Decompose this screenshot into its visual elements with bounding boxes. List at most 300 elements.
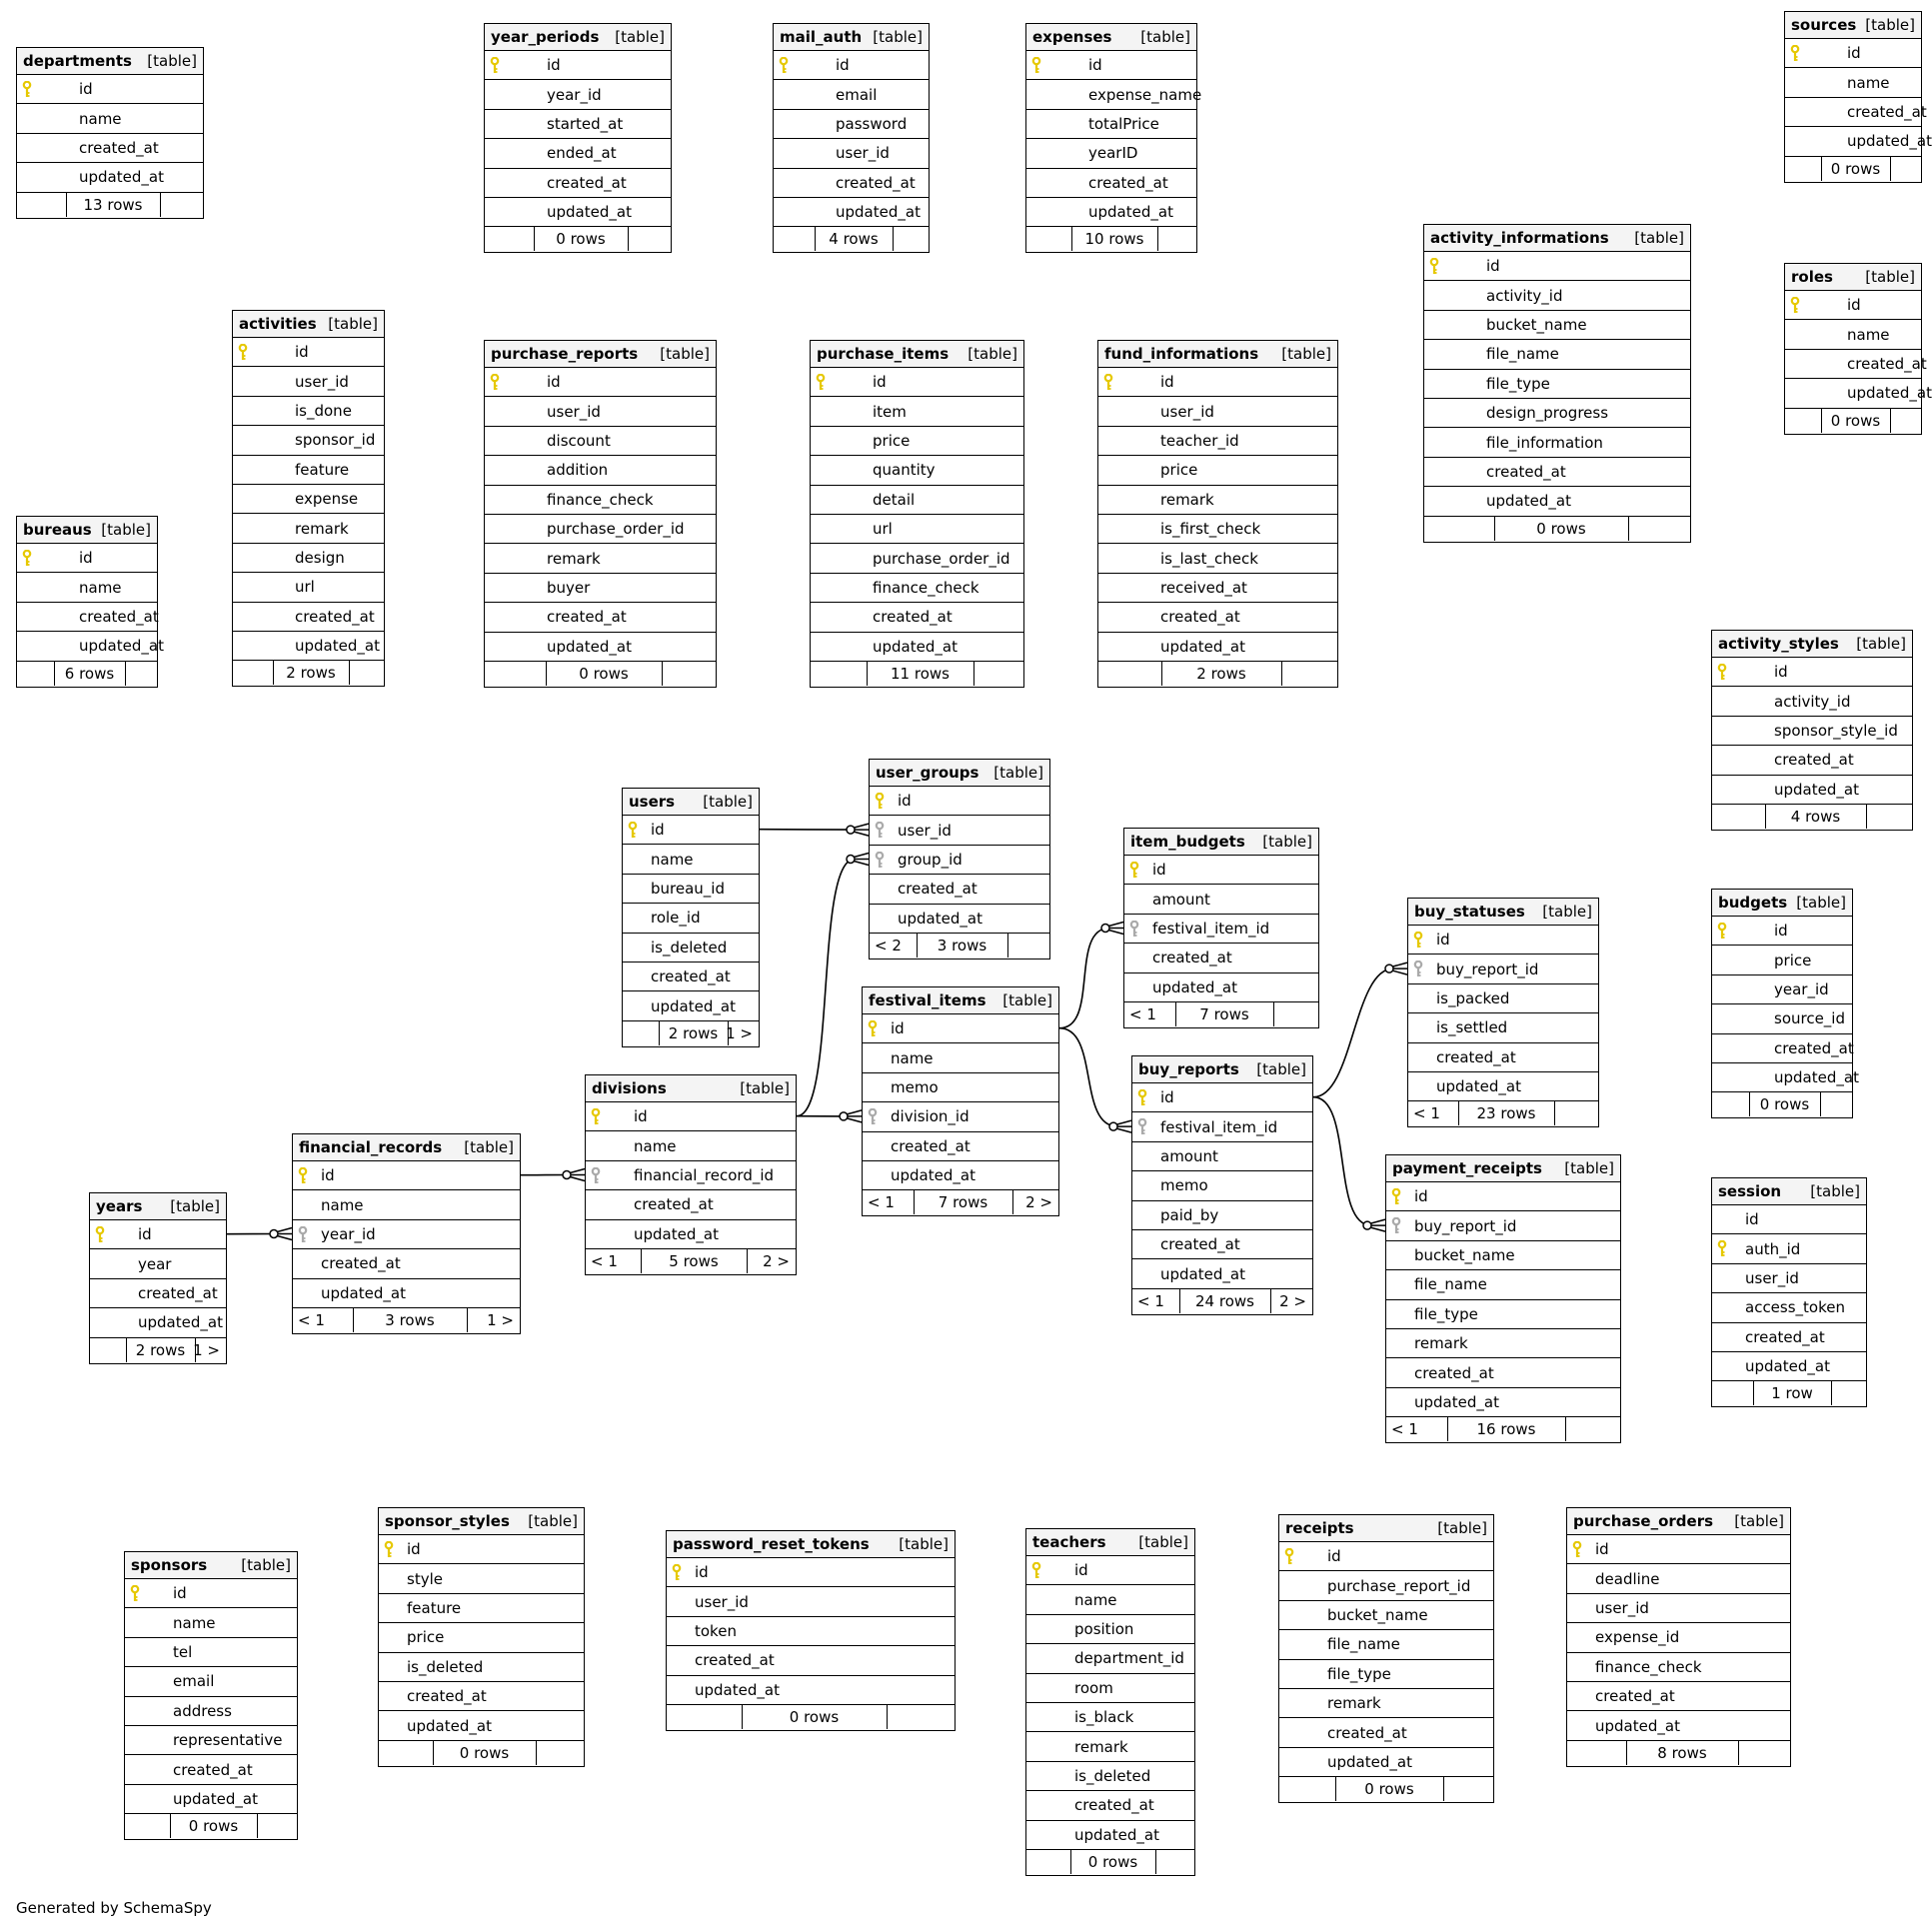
column-row[interactable] bbox=[1279, 1718, 1493, 1747]
column-row[interactable] bbox=[774, 80, 929, 109]
column-row[interactable] bbox=[90, 1220, 226, 1249]
table-year-periods[interactable] bbox=[484, 23, 672, 253]
table-teachers[interactable] bbox=[1025, 1528, 1195, 1876]
column-row[interactable] bbox=[1386, 1358, 1620, 1387]
table-years[interactable] bbox=[89, 1192, 227, 1364]
column-row[interactable] bbox=[774, 198, 929, 227]
column-row[interactable] bbox=[485, 110, 671, 139]
column-row[interactable] bbox=[870, 905, 1049, 934]
table-header[interactable] bbox=[1712, 890, 1852, 917]
column-row[interactable] bbox=[1408, 955, 1598, 983]
column-row[interactable] bbox=[485, 544, 716, 573]
column-row[interactable] bbox=[1279, 1571, 1493, 1600]
column-row[interactable] bbox=[485, 198, 671, 227]
table-header[interactable] bbox=[17, 517, 157, 544]
column-row[interactable] bbox=[667, 1617, 955, 1646]
table-divisions[interactable] bbox=[585, 1074, 797, 1275]
column-row[interactable] bbox=[623, 875, 759, 904]
column-row[interactable] bbox=[1712, 946, 1852, 974]
column-row[interactable] bbox=[811, 456, 1023, 485]
table-header[interactable] bbox=[623, 789, 759, 816]
table-header[interactable] bbox=[1132, 1056, 1312, 1083]
column-row[interactable] bbox=[863, 1014, 1058, 1043]
column-row[interactable] bbox=[485, 515, 716, 544]
table-type-tag: [table] bbox=[170, 1197, 220, 1215]
column-row[interactable] bbox=[233, 338, 384, 367]
column-row[interactable] bbox=[1098, 427, 1337, 456]
column-row[interactable] bbox=[863, 1102, 1058, 1131]
column-row[interactable] bbox=[1408, 984, 1598, 1013]
table-buy-statuses[interactable] bbox=[1407, 898, 1599, 1127]
column-row[interactable] bbox=[233, 632, 384, 661]
column-row[interactable] bbox=[485, 456, 716, 485]
column-row[interactable] bbox=[774, 139, 929, 168]
table-header[interactable] bbox=[1408, 899, 1598, 926]
table-item-budgets[interactable] bbox=[1123, 828, 1319, 1028]
parents-link[interactable]: < 1 bbox=[298, 1310, 325, 1329]
column-row[interactable] bbox=[623, 991, 759, 1020]
table-payment-receipts[interactable] bbox=[1385, 1154, 1621, 1443]
table-users[interactable] bbox=[622, 788, 760, 1047]
column-name: sponsor_id bbox=[295, 431, 376, 450]
column-row[interactable] bbox=[1026, 1615, 1194, 1644]
column-row[interactable] bbox=[1098, 544, 1337, 573]
column-row[interactable] bbox=[1386, 1300, 1620, 1329]
column-row[interactable] bbox=[1124, 973, 1318, 1002]
column-row[interactable] bbox=[125, 1755, 297, 1784]
column-row[interactable] bbox=[1712, 1352, 1866, 1381]
table-financial-records[interactable] bbox=[292, 1133, 521, 1334]
column-row[interactable] bbox=[1279, 1660, 1493, 1689]
table-footer bbox=[17, 193, 203, 217]
column-row[interactable] bbox=[379, 1564, 584, 1593]
column-row[interactable] bbox=[623, 934, 759, 963]
column-row[interactable] bbox=[1785, 291, 1921, 320]
table-name: users bbox=[629, 793, 676, 811]
column-row[interactable] bbox=[1567, 1594, 1790, 1623]
table-header[interactable] bbox=[586, 1075, 796, 1102]
column-row[interactable] bbox=[1098, 486, 1337, 515]
children-link[interactable]: 1 > bbox=[193, 1340, 220, 1359]
column-row[interactable] bbox=[1712, 717, 1912, 746]
column-row[interactable] bbox=[1785, 379, 1932, 408]
column-row[interactable] bbox=[774, 51, 929, 80]
table-sponsor-styles[interactable] bbox=[378, 1507, 585, 1767]
column-row[interactable] bbox=[1712, 1323, 1866, 1352]
column-row[interactable] bbox=[863, 1132, 1058, 1161]
column-row[interactable] bbox=[17, 134, 203, 163]
column-row[interactable] bbox=[1567, 1564, 1790, 1593]
column-row[interactable] bbox=[379, 1623, 584, 1652]
column-row[interactable] bbox=[1279, 1689, 1493, 1718]
table-password-reset-tokens[interactable] bbox=[666, 1530, 956, 1731]
column-row[interactable] bbox=[485, 51, 671, 80]
table-header[interactable] bbox=[125, 1552, 297, 1579]
column-row[interactable] bbox=[811, 544, 1023, 573]
column-row[interactable] bbox=[293, 1161, 520, 1190]
table-fund-informations[interactable] bbox=[1097, 340, 1338, 688]
column-row[interactable] bbox=[1026, 80, 1202, 109]
table-header[interactable] bbox=[1124, 829, 1318, 856]
column-name: started_at bbox=[547, 114, 624, 133]
parents-link[interactable]: < 1 bbox=[1137, 1291, 1164, 1310]
column-row[interactable] bbox=[870, 846, 1049, 875]
column-row[interactable] bbox=[1132, 1112, 1312, 1141]
column-row[interactable] bbox=[1408, 1072, 1598, 1101]
column-row[interactable] bbox=[811, 427, 1023, 456]
column-row[interactable] bbox=[233, 514, 384, 543]
column-row[interactable] bbox=[623, 816, 759, 845]
children-link[interactable]: 2 > bbox=[1025, 1193, 1052, 1212]
column-row[interactable] bbox=[379, 1594, 584, 1623]
parents-link[interactable]: < 1 bbox=[1413, 1104, 1440, 1123]
column-row[interactable] bbox=[1098, 574, 1337, 603]
column-row[interactable] bbox=[1424, 487, 1690, 516]
column-row[interactable] bbox=[17, 75, 203, 104]
column-row[interactable] bbox=[1386, 1270, 1620, 1299]
column-name: addition bbox=[547, 461, 609, 480]
column-row[interactable] bbox=[1132, 1259, 1312, 1288]
column-row[interactable] bbox=[667, 1676, 955, 1705]
table-header[interactable] bbox=[1386, 1155, 1620, 1182]
table-festival-items[interactable] bbox=[862, 986, 1059, 1216]
table-header[interactable] bbox=[1279, 1515, 1493, 1542]
column-row[interactable] bbox=[623, 845, 759, 874]
table-header[interactable] bbox=[1785, 12, 1921, 39]
column-row[interactable] bbox=[1408, 1043, 1598, 1072]
column-row[interactable] bbox=[586, 1102, 796, 1131]
table-bureaus[interactable] bbox=[16, 516, 164, 688]
table-activity-informations[interactable] bbox=[1423, 224, 1691, 543]
column-row[interactable] bbox=[586, 1131, 796, 1160]
column-row[interactable] bbox=[1026, 198, 1196, 227]
column-row[interactable] bbox=[1408, 1013, 1598, 1042]
column-row[interactable] bbox=[1132, 1201, 1312, 1230]
column-row[interactable] bbox=[1785, 39, 1921, 68]
table-header[interactable] bbox=[863, 987, 1058, 1014]
column-row[interactable] bbox=[233, 485, 384, 514]
column-row[interactable] bbox=[1132, 1142, 1312, 1171]
table-header[interactable] bbox=[485, 341, 716, 368]
column-row[interactable] bbox=[863, 1043, 1058, 1072]
column-row[interactable] bbox=[1712, 1004, 1852, 1033]
column-row[interactable] bbox=[1424, 458, 1690, 487]
row-count: 0 rows bbox=[188, 1817, 239, 1836]
column-row[interactable] bbox=[774, 110, 929, 139]
table-buy-reports[interactable] bbox=[1131, 1055, 1313, 1315]
column-row[interactable] bbox=[1026, 1732, 1194, 1761]
column-name: price bbox=[1774, 951, 1812, 969]
column-row[interactable] bbox=[1132, 1230, 1312, 1259]
column-row[interactable] bbox=[1026, 1762, 1194, 1791]
column-row[interactable] bbox=[125, 1726, 297, 1755]
column-row[interactable] bbox=[293, 1249, 520, 1278]
column-row[interactable] bbox=[1279, 1601, 1493, 1630]
column-name: role_id bbox=[651, 909, 701, 928]
column-row[interactable] bbox=[1712, 658, 1912, 687]
column-row[interactable] bbox=[1567, 1682, 1790, 1711]
column-row[interactable] bbox=[1712, 1063, 1859, 1092]
column-row[interactable] bbox=[485, 368, 716, 397]
table-roles[interactable] bbox=[1784, 263, 1932, 435]
column-row[interactable] bbox=[870, 875, 1049, 904]
column-row[interactable] bbox=[17, 632, 164, 661]
column-row[interactable] bbox=[1124, 885, 1318, 914]
column-name: style bbox=[407, 1569, 443, 1588]
column-row[interactable] bbox=[485, 574, 716, 603]
table-header[interactable] bbox=[293, 1134, 520, 1161]
column-row[interactable] bbox=[1124, 856, 1318, 885]
table-header[interactable] bbox=[811, 341, 1023, 368]
column-row[interactable] bbox=[811, 368, 1023, 397]
column-row[interactable] bbox=[233, 397, 384, 426]
column-row[interactable] bbox=[17, 163, 203, 192]
table-session[interactable] bbox=[1711, 1177, 1867, 1407]
table-receipts[interactable] bbox=[1278, 1514, 1494, 1803]
column-row[interactable] bbox=[623, 904, 759, 933]
column-row[interactable] bbox=[233, 544, 384, 573]
column-row[interactable] bbox=[1424, 311, 1690, 340]
column-row[interactable] bbox=[667, 1587, 955, 1616]
column-row[interactable] bbox=[1712, 1293, 1866, 1322]
parents-link[interactable]: < 1 bbox=[1391, 1420, 1418, 1439]
column-row[interactable] bbox=[17, 544, 157, 573]
column-row[interactable] bbox=[1386, 1241, 1620, 1270]
table-header[interactable] bbox=[667, 1531, 955, 1558]
column-row[interactable] bbox=[1424, 428, 1690, 457]
column-row[interactable] bbox=[233, 426, 384, 455]
column-row[interactable] bbox=[125, 1579, 297, 1608]
column-row[interactable] bbox=[90, 1249, 226, 1278]
column-row[interactable] bbox=[623, 963, 759, 991]
column-row[interactable] bbox=[125, 1667, 297, 1696]
table-header[interactable] bbox=[233, 311, 384, 338]
column-name: division_id bbox=[891, 1107, 969, 1126]
children-link[interactable]: 2 > bbox=[1279, 1291, 1306, 1310]
column-row[interactable] bbox=[870, 816, 1049, 845]
column-row[interactable] bbox=[1712, 917, 1852, 946]
table-header[interactable] bbox=[1567, 1508, 1790, 1535]
column-row[interactable] bbox=[1712, 1234, 1866, 1263]
column-row[interactable] bbox=[1026, 1703, 1194, 1732]
column-row[interactable] bbox=[1026, 139, 1196, 168]
table-header[interactable] bbox=[90, 1193, 226, 1220]
column-row[interactable] bbox=[293, 1279, 520, 1308]
table-header[interactable] bbox=[1026, 24, 1196, 51]
column-row[interactable] bbox=[233, 367, 384, 396]
column-row[interactable] bbox=[774, 169, 929, 198]
column-row[interactable] bbox=[1026, 1821, 1194, 1850]
column-row[interactable] bbox=[90, 1279, 226, 1308]
column-row[interactable] bbox=[125, 1697, 297, 1726]
column-row[interactable] bbox=[863, 1073, 1058, 1102]
column-row[interactable] bbox=[1026, 1644, 1194, 1673]
column-row[interactable] bbox=[1386, 1388, 1620, 1417]
column-row[interactable] bbox=[233, 573, 384, 602]
column-row[interactable] bbox=[1279, 1542, 1493, 1571]
parents-link[interactable]: < 1 bbox=[1129, 1004, 1156, 1023]
column-row[interactable] bbox=[125, 1638, 297, 1667]
table-name: purchase_reports bbox=[491, 345, 639, 363]
table-header[interactable] bbox=[774, 24, 929, 51]
column-row[interactable] bbox=[811, 603, 1023, 632]
column-row[interactable] bbox=[379, 1711, 584, 1740]
column-row[interactable] bbox=[1098, 633, 1337, 662]
column-row[interactable] bbox=[1026, 169, 1196, 198]
column-name: bucket_name bbox=[1486, 315, 1587, 334]
column-name: is_settled bbox=[1436, 1018, 1508, 1037]
column-row[interactable] bbox=[1712, 687, 1912, 716]
column-name: sponsor_style_id bbox=[1774, 721, 1898, 740]
column-row[interactable] bbox=[379, 1653, 584, 1682]
table-header[interactable] bbox=[485, 24, 671, 51]
table-header[interactable] bbox=[1098, 341, 1337, 368]
table-purchase-items[interactable] bbox=[810, 340, 1024, 688]
column-row[interactable] bbox=[667, 1558, 955, 1587]
column-row[interactable] bbox=[17, 573, 157, 602]
column-row[interactable] bbox=[1712, 1205, 1866, 1234]
column-row[interactable] bbox=[667, 1646, 955, 1675]
table-header[interactable] bbox=[870, 760, 1049, 787]
column-row[interactable] bbox=[1785, 320, 1921, 349]
column-row[interactable] bbox=[1785, 350, 1927, 379]
column-row[interactable] bbox=[485, 80, 671, 109]
column-row[interactable] bbox=[1712, 746, 1912, 775]
column-row[interactable] bbox=[1408, 926, 1598, 955]
column-row[interactable] bbox=[1424, 370, 1690, 399]
column-row[interactable] bbox=[1026, 110, 1196, 139]
column-row[interactable] bbox=[1026, 1585, 1194, 1614]
children-link[interactable]: 1 > bbox=[726, 1023, 753, 1042]
column-row[interactable] bbox=[1785, 127, 1932, 156]
column-row[interactable] bbox=[1026, 51, 1196, 80]
column-row[interactable] bbox=[1424, 281, 1690, 310]
column-row[interactable] bbox=[485, 486, 716, 515]
children-link[interactable]: 2 > bbox=[763, 1251, 790, 1270]
column-row[interactable] bbox=[1279, 1748, 1493, 1777]
children-link[interactable]: 1 > bbox=[487, 1310, 514, 1329]
column-row[interactable] bbox=[586, 1161, 796, 1190]
column-row[interactable] bbox=[811, 397, 1023, 426]
column-row[interactable] bbox=[293, 1220, 520, 1249]
table-mail-auth[interactable] bbox=[773, 23, 930, 253]
column-row[interactable] bbox=[485, 397, 716, 426]
column-row[interactable] bbox=[1712, 1034, 1852, 1063]
foreign-key-icon bbox=[868, 1108, 878, 1129]
column-name: price bbox=[1160, 461, 1198, 480]
parents-link[interactable]: < 1 bbox=[868, 1193, 895, 1212]
column-row[interactable] bbox=[863, 1161, 1058, 1190]
column-row[interactable] bbox=[1124, 915, 1318, 944]
column-row[interactable] bbox=[586, 1220, 796, 1249]
table-activity-styles[interactable] bbox=[1711, 630, 1913, 831]
column-row[interactable] bbox=[1424, 252, 1690, 281]
column-row[interactable] bbox=[125, 1785, 297, 1814]
table-expenses[interactable] bbox=[1025, 23, 1202, 253]
column-row[interactable] bbox=[233, 603, 384, 632]
column-row[interactable] bbox=[1386, 1329, 1620, 1358]
column-row[interactable] bbox=[1785, 98, 1927, 127]
table-header[interactable] bbox=[1712, 631, 1912, 658]
column-row[interactable] bbox=[1567, 1711, 1790, 1740]
table-header[interactable] bbox=[17, 48, 203, 75]
column-row[interactable] bbox=[1712, 776, 1912, 805]
column-row[interactable] bbox=[586, 1190, 796, 1219]
column-row[interactable] bbox=[1098, 456, 1337, 485]
column-row[interactable] bbox=[811, 633, 1023, 662]
foreign-key-icon bbox=[1391, 1217, 1401, 1238]
column-row[interactable] bbox=[1567, 1623, 1790, 1652]
column-row[interactable] bbox=[485, 169, 671, 198]
table-departments[interactable] bbox=[16, 47, 204, 219]
column-row[interactable] bbox=[1712, 975, 1852, 1004]
column-row[interactable] bbox=[485, 603, 716, 632]
column-row[interactable] bbox=[1567, 1653, 1790, 1682]
table-header[interactable] bbox=[1026, 1529, 1194, 1556]
column-row[interactable] bbox=[1026, 1791, 1194, 1820]
column-row[interactable] bbox=[1026, 1674, 1194, 1703]
column-row[interactable] bbox=[1424, 399, 1690, 428]
parents-link[interactable]: < 1 bbox=[591, 1251, 618, 1270]
table-header[interactable] bbox=[1785, 264, 1921, 291]
column-row[interactable] bbox=[125, 1608, 297, 1637]
column-row[interactable] bbox=[379, 1682, 584, 1711]
table-purchase-orders[interactable] bbox=[1566, 1507, 1791, 1767]
column-row[interactable] bbox=[1098, 603, 1337, 632]
column-row[interactable] bbox=[1424, 340, 1690, 369]
table-header[interactable] bbox=[1712, 1178, 1866, 1205]
table-header[interactable] bbox=[1424, 225, 1690, 252]
column-row[interactable] bbox=[17, 603, 157, 632]
column-row[interactable] bbox=[1026, 1556, 1194, 1585]
table-sponsors[interactable] bbox=[124, 1551, 298, 1840]
column-row[interactable] bbox=[1712, 1264, 1866, 1293]
column-row[interactable] bbox=[1124, 944, 1318, 972]
column-row[interactable] bbox=[1098, 515, 1337, 544]
table-header[interactable] bbox=[379, 1508, 584, 1535]
column-row[interactable] bbox=[1785, 68, 1921, 97]
column-row[interactable] bbox=[811, 515, 1023, 544]
column-row[interactable] bbox=[485, 427, 716, 456]
column-row[interactable] bbox=[1386, 1211, 1620, 1240]
column-row[interactable] bbox=[233, 456, 384, 485]
column-row[interactable] bbox=[17, 104, 203, 133]
column-row[interactable] bbox=[90, 1308, 226, 1337]
column-row[interactable] bbox=[485, 139, 671, 168]
column-row[interactable] bbox=[293, 1190, 520, 1219]
column-row[interactable] bbox=[1279, 1630, 1493, 1659]
table-sources[interactable] bbox=[1784, 11, 1932, 183]
column-row[interactable] bbox=[1098, 397, 1337, 426]
column-row[interactable] bbox=[811, 486, 1023, 515]
column-row[interactable] bbox=[811, 574, 1023, 603]
column-row[interactable] bbox=[485, 633, 716, 662]
column-row[interactable] bbox=[1386, 1182, 1620, 1211]
column-name: room bbox=[1074, 1678, 1113, 1697]
table-purchase-reports[interactable] bbox=[484, 340, 717, 688]
column-row[interactable] bbox=[1132, 1171, 1312, 1200]
column-row[interactable] bbox=[1132, 1083, 1312, 1112]
table-budgets[interactable] bbox=[1711, 889, 1859, 1118]
column-row[interactable] bbox=[1567, 1535, 1790, 1564]
table-name: roles bbox=[1791, 268, 1833, 286]
table-user-groups[interactable] bbox=[869, 759, 1050, 960]
parents-link[interactable]: < 2 bbox=[875, 936, 902, 955]
column-row[interactable] bbox=[379, 1535, 584, 1564]
column-row[interactable] bbox=[870, 787, 1049, 816]
column-row[interactable] bbox=[1098, 368, 1337, 397]
table-activities[interactable] bbox=[232, 310, 385, 687]
